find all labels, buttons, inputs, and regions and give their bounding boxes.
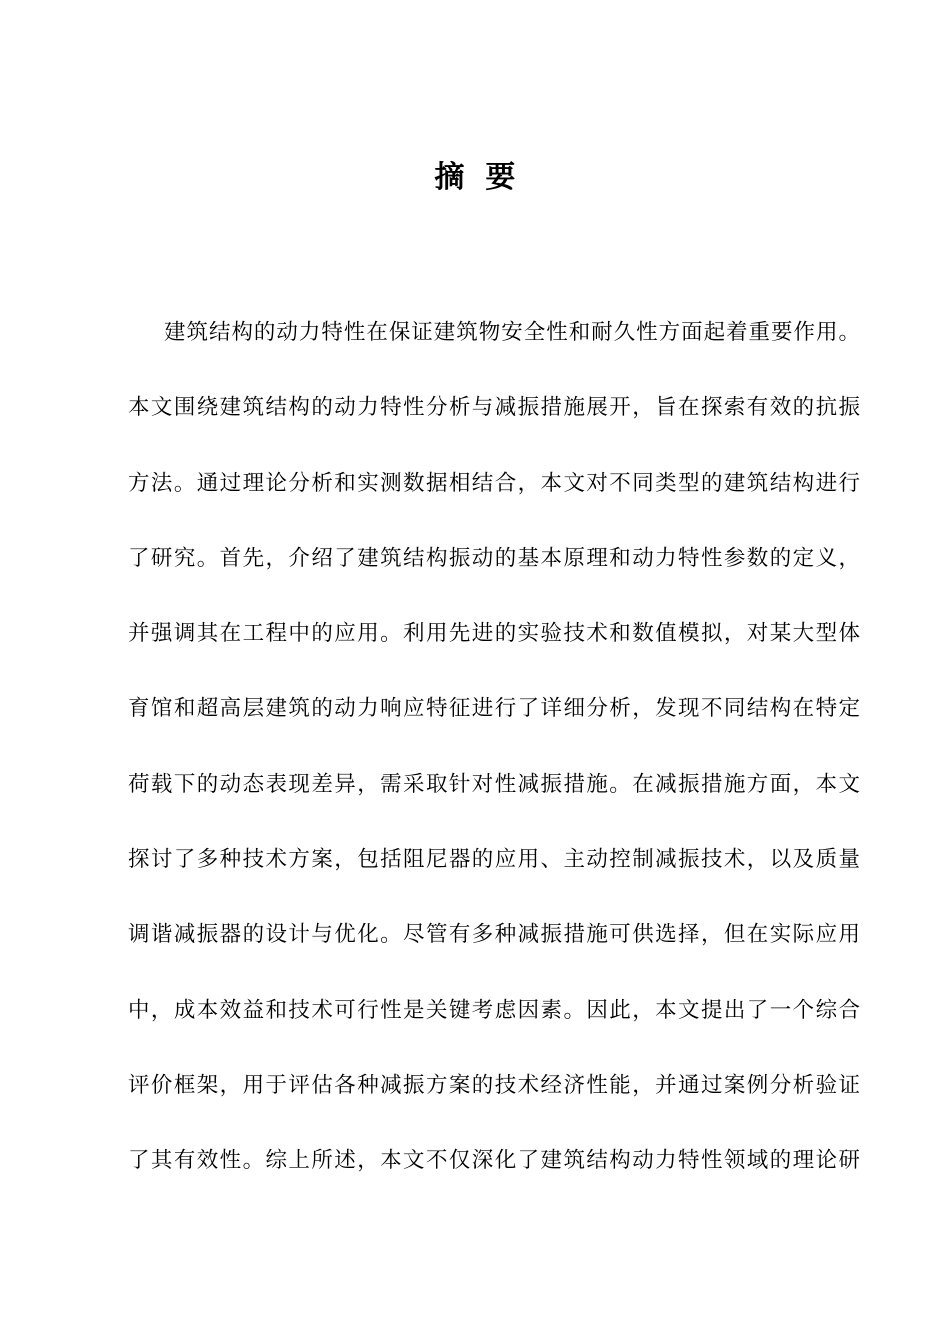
abstract-line: 方法。通过理论分析和实测数据相结合，本文对不同类型的建筑结构进行	[128, 470, 860, 496]
abstract-line: 并强调其在工程中的应用。利用先进的实验技术和数值模拟，对某大型体	[128, 621, 860, 647]
abstract-line: 本文围绕建筑结构的动力特性分析与减振措施展开，旨在探索有效的抗振	[128, 395, 860, 421]
abstract-line: 调谐减振器的设计与优化。尽管有多种减振措施可供选择，但在实际应用	[128, 922, 860, 948]
abstract-line: 荷载下的动态表现差异，需采取针对性减振措施。在减振措施方面，本文	[128, 771, 860, 797]
abstract-body	[128, 295, 860, 1199]
abstract-line: 中，成本效益和技术可行性是关键考虑因素。因此，本文提出了一个综合	[128, 997, 860, 1023]
abstract-line: 育馆和超高层建筑的动力响应特征进行了详细分析，发现不同结构在特定	[128, 696, 860, 722]
page-title: 摘 要	[434, 160, 516, 195]
abstract-line: 探讨了多种技术方案，包括阻尼器的应用、主动控制减振技术，以及质量	[128, 847, 860, 873]
abstract-line: 建筑结构的动力特性在保证建筑物安全性和耐久性方面起着重要作用。	[164, 320, 860, 345]
abstract-line: 了研究。首先，介绍了建筑结构振动的基本原理和动力特性参数的定义，	[128, 545, 860, 571]
abstract-line: 了其有效性。综上所述，本文不仅深化了建筑结构动力特性领域的理论研	[128, 1148, 860, 1174]
abstract-line: 评价框架，用于评估各种减振方案的技术经济性能，并通过案例分析验证	[128, 1072, 860, 1098]
